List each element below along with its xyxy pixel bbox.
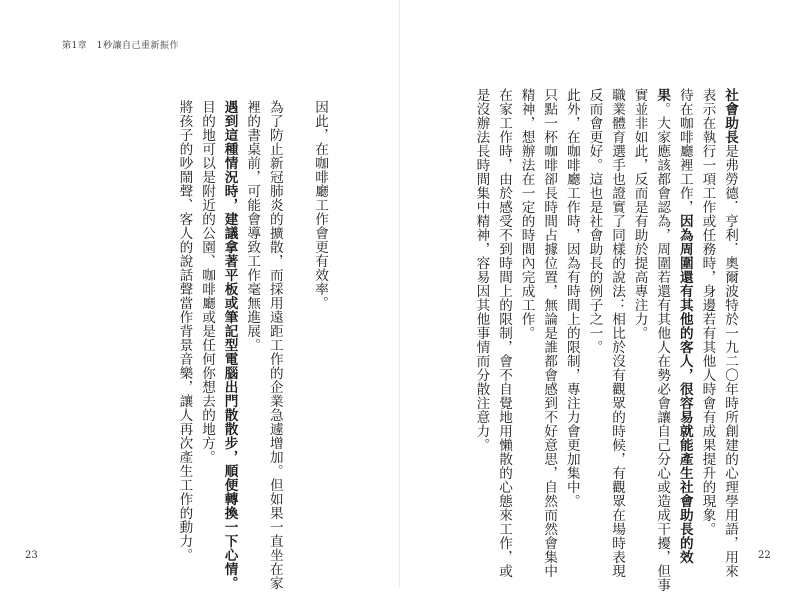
body-text: 在家工作時，由於感受不到時間上的限制，會不自覺地用懶散的心態來工作，或 [496, 88, 512, 578]
running-header: 第1章 1秒讓自己重新振作 [62, 41, 179, 51]
body-text: 。大家應該都會認為，周圍若還有其他人在勢必會讓自己分心或造成干擾，但事 [654, 102, 671, 592]
emphasis-text: 果 [654, 88, 671, 102]
left-page-text-column [267, 100, 283, 590]
emphasis-text: 遇到這種情況時，建議拿著平板或筆記型電腦出門散散步，順便轉換一下心情。 [221, 100, 238, 590]
body-text: 實並非如此，反而是有助於提高專注力。 [631, 88, 648, 340]
body-text: 職業體育選手也證實了同樣的說法：相比於沒有觀眾的時候，有觀眾在場時表現 [609, 88, 625, 578]
left-page-text-column [222, 100, 238, 590]
right-page-text-column [699, 88, 715, 536]
body-text: 是沒辦法長時間集中精神，容易因其他事情而分散注意力。 [473, 88, 490, 452]
body-text: 表示在執行一項工作或任務時，身邊若有其他人時會有成果提升的現象。 [699, 88, 716, 536]
right-page-text-column [564, 88, 580, 508]
body-text: 反而會更好。這也是社會助長的例子之一。 [586, 88, 603, 354]
left-page-text-column [199, 100, 215, 464]
right-page-text-column [677, 88, 693, 564]
right-page-text-column [473, 88, 489, 452]
page-number-right: 22 [758, 550, 771, 561]
body-text: 只點一杯咖啡卻長時間占據位置，無論是誰都會感到不好意思，自然而然會集中 [541, 88, 558, 578]
body-text: 因此，在咖啡廳工作會更有效率。 [312, 100, 328, 310]
body-text: 裡的書桌前，可能會導致工作毫無進展。 [244, 100, 261, 352]
right-page-text-column [632, 88, 648, 340]
body-text: 為了防止新冠肺炎的擴散，而採用遠距工作的企業急遽增加。但如果一直坐在家 [266, 100, 283, 590]
right-page-text-column [609, 88, 625, 578]
page-number-left: 23 [25, 550, 38, 561]
left-page-text-column [312, 100, 328, 310]
right-page-text-column [541, 88, 557, 578]
right-page-text-column [519, 88, 535, 340]
page-gutter [399, 0, 400, 588]
right-page-text-column [654, 88, 670, 592]
body-text: 目的地可以是附近的公園、咖啡廳或是任何你想去的地方。 [199, 100, 215, 464]
right-page-text-column [722, 88, 738, 578]
emphasis-text: 社會助長 [722, 88, 738, 144]
left-page-text-column [244, 100, 260, 352]
body-text: 精神，想辦法在一定的時間內完成工作。 [518, 88, 535, 340]
body-text: 是弗勞德．亨利．奧爾波特於一九二〇年時所創建的心理學用語，用來 [722, 144, 738, 578]
right-page-text-column [586, 88, 602, 354]
emphasis-text: 因為周圍還有其他的客人，很容易就能產生社會助長的效 [676, 214, 693, 564]
body-text: 此外，在咖啡廳工作時，因為有時間上的限制，專注力會更加集中。 [563, 88, 580, 508]
body-text: 待在咖啡廳裡工作， [676, 88, 693, 214]
left-page-text-column [176, 100, 192, 562]
right-page-text-column [496, 88, 512, 578]
body-text: 將孩子的吵鬧聲、客人的說話聲當作背景音樂，讓人再次產生工作的動力。 [176, 100, 193, 562]
